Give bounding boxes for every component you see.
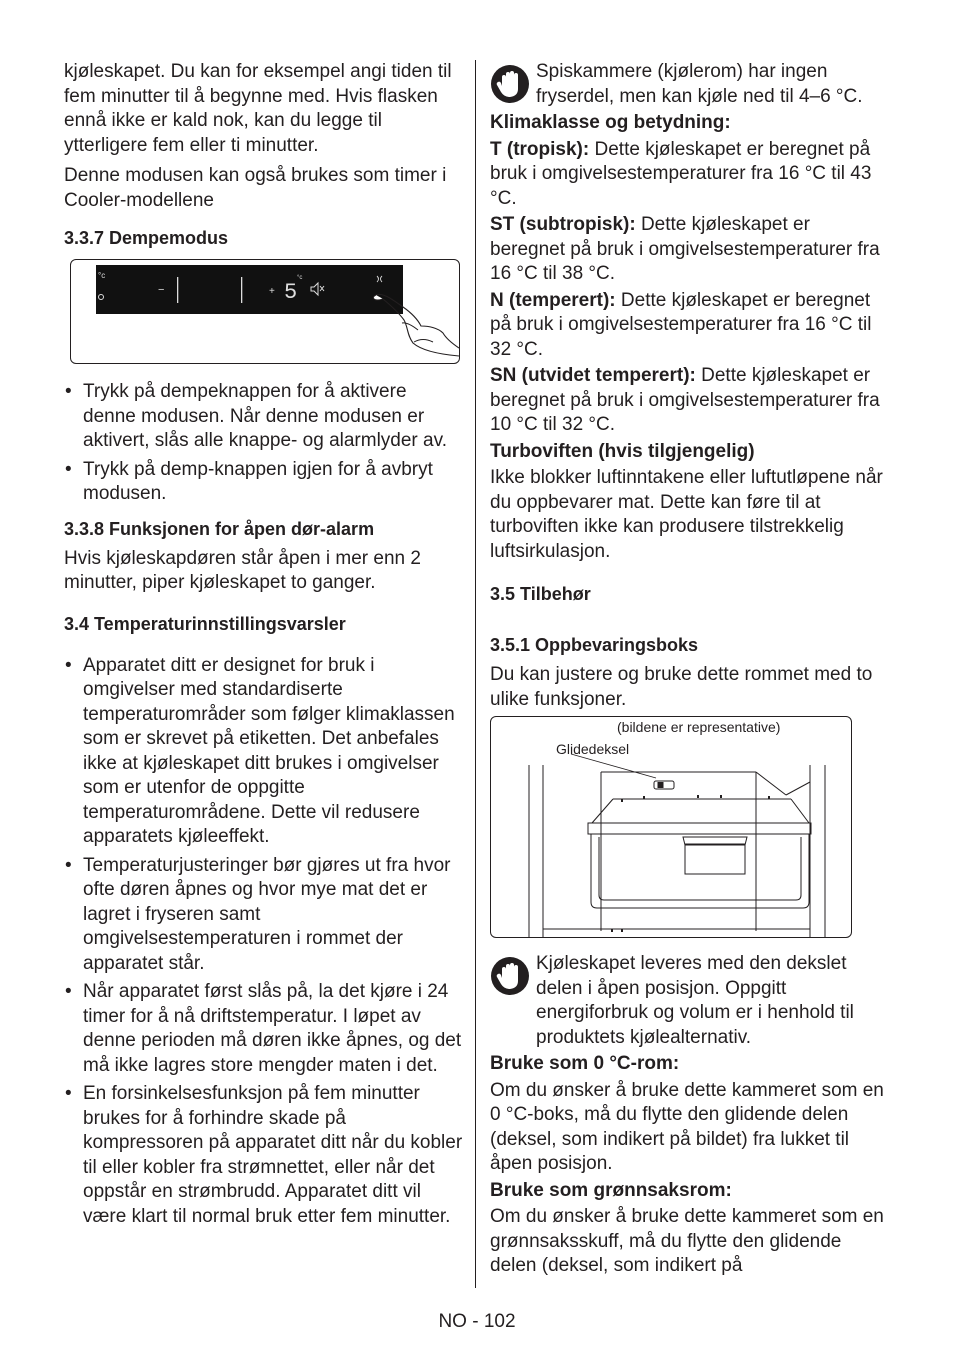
intro-paragraph-1: kjøleskapet. Du kan for eksempel angi tiden til fem minutter til å begynne med. Hvis flasken ennå ikke er kald nok, kan du legge til ytterligere fem eller ti minutter.: [64, 61, 452, 156]
note-2-text: Kjøleskapet leveres med den dekslet delen i åpen posisjon. Oppgitt energiforbruk og volum er i henhold til produktets kjølealternativ.: [536, 953, 854, 1048]
note-1-text: Spiskammere (kjølerom) har ingen fryserdel, men kan kjøle ned til 4–6 °C.: [536, 61, 863, 107]
storage-box-figure: [490, 716, 852, 938]
climate-class-sn: [490, 364, 890, 438]
turbo-fan-text: Ikke blokker luftinntakene eller luftutløpene når du oppbevarer mat. Dette kan føre til at turboviften ikke kan produsere tilstrekkelig luftsirkulasjon.: [490, 467, 883, 562]
list-item: • Når apparatet først slås på, la det kjøre i 24 timer for å nå driftstemperatur. I løpet av denne perioden må døren ikke åpnes, og det må ikke lagres store mengder maten i det.: [64, 980, 464, 1078]
climate-class-st: [490, 213, 890, 287]
climate-class-sn-text: Dette kjøleskapet er beregnet på bruk i omgivelsestemperaturer fra 10 °C til 32 °C.: [490, 365, 880, 435]
right-column: [490, 60, 890, 1285]
list-item: • Trykk på dempeknappen for å aktivere denne modusen. Når denne modusen er aktivert, slås alle knappe- og alarmlyder av.: [64, 380, 464, 454]
section-3-3-7-bullets: [64, 380, 464, 507]
climate-class-t-label: T (tropisk):: [490, 138, 590, 160]
plus-button[interactable]: +: [269, 286, 275, 297]
temperature-digit: 5: [284, 280, 298, 305]
use-vegetable-heading: Bruke som grønnsaksrom:: [490, 1179, 732, 1201]
digit-unit-label: °c: [297, 275, 303, 281]
turbo-fan-heading: Turboviften (hvis tilgjengelig): [490, 440, 755, 462]
sliding-cover-label: Glidedeksel: [556, 741, 630, 757]
section-3-5-1-text: Du kan justere og bruke dette rommet med to ulike funksjoner.: [490, 664, 873, 710]
climate-class-n-label: N (temperert):: [490, 289, 616, 311]
section-3-3-8-text: Hvis kjøleskapdøren står åpen i mer enn 2 minutter, piper kjøleskapet to ganger.: [64, 547, 421, 593]
climate-class-st-label: ST (subtropisk):: [490, 214, 636, 235]
section-3-3-8-heading: 3.3.8 Funksjonen for åpen dør-alarm: [64, 518, 375, 539]
left-column: [64, 60, 464, 1233]
temp-unit-label: °c: [98, 271, 106, 280]
climate-class-t: [490, 138, 890, 212]
climate-class-heading: Klimaklasse og betydning:: [490, 112, 731, 133]
climate-class-n: [490, 289, 890, 363]
control-panel-figure: [70, 259, 460, 364]
section-3-4-heading: 3.4 Temperaturinnstillingsvarsler: [64, 613, 346, 634]
intro-paragraph-2: Denne modusen kan også brukes som timer i Cooler-modellene: [64, 165, 447, 211]
section-3-5-1-heading: 3.5.1 Oppbevaringsboks: [490, 635, 699, 655]
hand-stop-icon: [490, 64, 530, 104]
page-number: NO - 102: [438, 1311, 516, 1332]
hand-stop-icon: [490, 956, 530, 996]
note-2: [490, 952, 890, 1050]
climate-class-sn-label: SN (utvidet temperert):: [490, 365, 696, 386]
climate-class-n-text: Dette kjøleskapet er beregnet på bruk i omgivelsestemperaturer fra 16 °C til 32 °C.: [490, 289, 872, 360]
climate-class-t-text: Dette kjøleskapet er beregnet på bruk i omgivelsestemperaturer fra 16 °C til 43 °C.: [490, 138, 872, 209]
list-item: • En forsinkelsesfunksjon på fem minutter brukes for å forhindre skade på kompressoren på apparatet ditt når du kobler til eller kobler fra strømnettet, eller når det oppstår en strømbrudd. Apparatet ditt vil være klart til normal bruk etter fem minutter.: [64, 1082, 464, 1229]
section-3-4-bullets: [64, 654, 464, 1230]
use-0c-text: Om du ønsker å bruke dette kammeret som en 0 °C-boks, må du flytte den glidende delen (deksel, som indikert på bildet) fra lukket til åpen posisjon.: [490, 1079, 884, 1174]
list-item: • Apparatet ditt er designet for bruk i omgivelser med standardiserte temperaturområder som følger klimaklassen som er skrevet på etiketten. Det anbefales ikke at kjøleskapet ditt brukes i omgivelser som er utenfor de oppgitte temperaturområdene. Dette vil redusere apparatets kjøleeffekt.: [64, 654, 464, 850]
section-3-5-heading: 3.5 Tilbehør: [490, 584, 591, 604]
note-1: [490, 60, 890, 109]
list-item: • Trykk på demp-knappen igjen for å avbryt modusen.: [64, 458, 464, 507]
hand-pressing-icon: [71, 260, 459, 363]
use-vegetable-text: Om du ønsker å bruke dette kammeret som en grønnsaksskuff, må du flytte den glidende delen (deksel, som indikert på: [490, 1206, 884, 1276]
section-3-3-7-heading: 3.3.7 Dempemodus: [64, 228, 229, 248]
figure-caption: (bildene er representative): [617, 719, 781, 735]
column-divider: [475, 60, 476, 1288]
storage-box-drawing: [491, 717, 851, 937]
list-item: • Temperaturjusteringer bør gjøres ut fra hvor ofte døren åpnes og hvor mye mat det er lagret i fryseren samt omgivelsestemperaturen i rommet der apparatet står.: [64, 854, 464, 977]
use-0c-heading: Bruke som 0 °C-rom:: [490, 1053, 680, 1074]
minus-button[interactable]: −: [158, 284, 165, 296]
climate-class-st-text: Dette kjøleskapet er beregnet på bruk i omgivelsestemperaturer fra 16 °C til 38 °C.: [490, 214, 880, 284]
